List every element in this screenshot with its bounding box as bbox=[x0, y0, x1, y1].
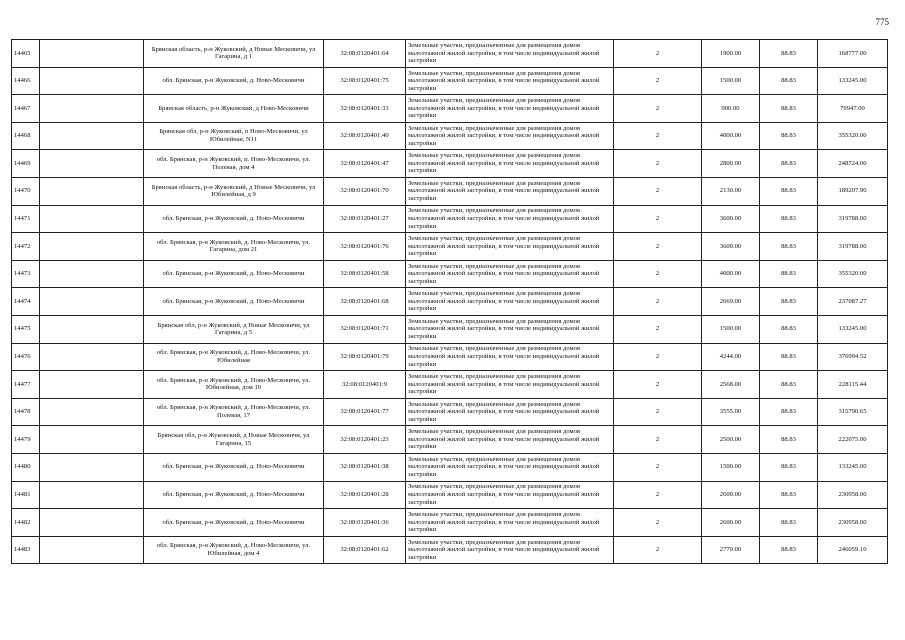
cadastral-value-cell: 248724.00 bbox=[818, 150, 888, 178]
group-code-cell: 2 bbox=[614, 398, 702, 426]
table-row bbox=[12, 67, 888, 95]
land-use-purpose-cell: Земельные участки, предназначенные для размещения домов малоэтажной жилой застройки, в том числе индивидуальной жилой застройки bbox=[406, 453, 614, 481]
cadastral-number-cell: 32:08:0120401:75 bbox=[324, 67, 406, 95]
row-number-cell: 14476 bbox=[12, 343, 40, 371]
cadastral-value-cell: 230958.00 bbox=[818, 509, 888, 537]
group-code-cell: 2 bbox=[614, 177, 702, 205]
land-use-purpose-cell: Земельные участки, предназначенные для размещения домов малоэтажной жилой застройки, в том числе индивидуальной жилой застройки bbox=[406, 40, 614, 68]
group-code-cell: 2 bbox=[614, 371, 702, 399]
row-number-cell: 14470 bbox=[12, 177, 40, 205]
land-use-purpose-cell: Земельные участки, предназначенные для размещения домов малоэтажной жилой застройки, в том числе индивидуальной жилой застройки bbox=[406, 205, 614, 233]
table-row bbox=[12, 398, 888, 426]
area-cell: 4000.00 bbox=[702, 122, 760, 150]
address-cell: Брянская область, р-н Жуковский, д Новые Месковичи, ул Гагарина, д 1 bbox=[144, 40, 324, 68]
land-use-purpose-cell: Земельные участки, предназначенные для размещения домов малоэтажной жилой застройки, в том числе индивидуальной жилой застройки bbox=[406, 536, 614, 564]
land-use-purpose-cell: Земельные участки, предназначенные для размещения домов малоэтажной жилой застройки, в том числе индивидуальной жилой застройки bbox=[406, 233, 614, 261]
cadastral-value-cell: 189207.90 bbox=[818, 177, 888, 205]
group-code-cell: 2 bbox=[614, 67, 702, 95]
specific-value-cell: 88.83 bbox=[760, 371, 818, 399]
specific-value-cell: 88.83 bbox=[760, 150, 818, 178]
group-code-cell: 2 bbox=[614, 260, 702, 288]
cadastral-value-cell: 319788.00 bbox=[818, 205, 888, 233]
cadastral-number-cell: 32:08:0120401:77 bbox=[324, 398, 406, 426]
row-number-cell: 14477 bbox=[12, 371, 40, 399]
area-cell: 4244.00 bbox=[702, 343, 760, 371]
cadastral-value-cell: 228115.44 bbox=[818, 371, 888, 399]
address-cell: обл. Брянская, р-н Жуковский, д. Ново-Месковичи, ул. Гагарина, дом 21 bbox=[144, 233, 324, 261]
land-use-purpose-cell: Земельные участки, предназначенные для размещения домов малоэтажной жилой застройки, в том числе индивидуальной жилой застройки bbox=[406, 343, 614, 371]
table-row bbox=[12, 177, 888, 205]
table-row bbox=[12, 122, 888, 150]
specific-value-cell: 88.83 bbox=[760, 67, 818, 95]
address-cell: обл. Брянская, р-н Жуковский, д. Ново-Месковичи, ул. Юбилейная bbox=[144, 343, 324, 371]
group-code-cell: 2 bbox=[614, 509, 702, 537]
area-cell: 4000.00 bbox=[702, 260, 760, 288]
specific-value-cell: 88.83 bbox=[760, 536, 818, 564]
table-row bbox=[12, 205, 888, 233]
area-cell: 2770.00 bbox=[702, 536, 760, 564]
specific-value-cell: 88.83 bbox=[760, 315, 818, 343]
land-use-purpose-cell: Земельные участки, предназначенные для размещения домов малоэтажной жилой застройки, в том числе индивидуальной жилой застройки bbox=[406, 288, 614, 316]
spacer-cell bbox=[40, 371, 144, 399]
cadastral-number-cell: 32:08:0120401:38 bbox=[324, 453, 406, 481]
cadastral-value-cell: 230958.00 bbox=[818, 481, 888, 509]
group-code-cell: 2 bbox=[614, 150, 702, 178]
spacer-cell bbox=[40, 343, 144, 371]
table-row bbox=[12, 315, 888, 343]
group-code-cell: 2 bbox=[614, 40, 702, 68]
group-code-cell: 2 bbox=[614, 288, 702, 316]
cadastral-number-cell: 32:08:0120401:28 bbox=[324, 481, 406, 509]
cadastral-number-cell: 32:08:0120401:58 bbox=[324, 260, 406, 288]
group-code-cell: 2 bbox=[614, 95, 702, 123]
group-code-cell: 2 bbox=[614, 536, 702, 564]
specific-value-cell: 88.83 bbox=[760, 426, 818, 454]
cadastral-number-cell: 32:08:0120401:76 bbox=[324, 233, 406, 261]
row-number-cell: 14468 bbox=[12, 122, 40, 150]
address-cell: Брянская область, р-н Жуковский, д Ново-Месковичи bbox=[144, 95, 324, 123]
group-code-cell: 2 bbox=[614, 205, 702, 233]
spacer-cell bbox=[40, 40, 144, 68]
address-cell: обл. Брянская, р-н Жуковский, д. Ново-Месковичи bbox=[144, 288, 324, 316]
specific-value-cell: 88.83 bbox=[760, 95, 818, 123]
address-cell: обл. Брянская, р-н Жуковский, п. Ново-Месковичи, ул. Полевая, дом 4 bbox=[144, 150, 324, 178]
table-body bbox=[12, 40, 888, 564]
specific-value-cell: 88.83 bbox=[760, 453, 818, 481]
spacer-cell bbox=[40, 95, 144, 123]
area-cell: 2500.00 bbox=[702, 426, 760, 454]
cadastral-value-cell: 133245.00 bbox=[818, 453, 888, 481]
specific-value-cell: 88.83 bbox=[760, 260, 818, 288]
spacer-cell bbox=[40, 536, 144, 564]
area-cell: 3600.00 bbox=[702, 205, 760, 233]
table-row bbox=[12, 260, 888, 288]
area-cell: 1500.00 bbox=[702, 67, 760, 95]
table-row bbox=[12, 481, 888, 509]
spacer-cell bbox=[40, 67, 144, 95]
address-cell: обл. Брянская, р-н Жуковский, д. Ново-Месковичи bbox=[144, 67, 324, 95]
area-cell: 1500.00 bbox=[702, 453, 760, 481]
specific-value-cell: 88.83 bbox=[760, 177, 818, 205]
area-cell: 1900.00 bbox=[702, 40, 760, 68]
cadastral-value-cell: 79947.00 bbox=[818, 95, 888, 123]
table-row bbox=[12, 426, 888, 454]
table-row bbox=[12, 95, 888, 123]
cadastral-value-cell: 355320.00 bbox=[818, 122, 888, 150]
spacer-cell bbox=[40, 426, 144, 454]
row-number-cell: 14473 bbox=[12, 260, 40, 288]
area-cell: 1500.00 bbox=[702, 315, 760, 343]
land-use-purpose-cell: Земельные участки, предназначенные для размещения домов малоэтажной жилой застройки, в том числе индивидуальной жилой застройки bbox=[406, 122, 614, 150]
land-use-purpose-cell: Земельные участки, предназначенные для размещения домов малоэтажной жилой застройки, в том числе индивидуальной жилой застройки bbox=[406, 315, 614, 343]
cadastral-value-cell: 319788.00 bbox=[818, 233, 888, 261]
land-use-purpose-cell: Земельные участки, предназначенные для размещения домов малоэтажной жилой застройки, в том числе индивидуальной жилой застройки bbox=[406, 177, 614, 205]
cadastral-number-cell: 32:08:0120401:33 bbox=[324, 95, 406, 123]
address-cell: обл. Брянская, р-н Жуковский, д. Ново-Месковичи bbox=[144, 509, 324, 537]
table-row bbox=[12, 509, 888, 537]
cadastral-number-cell: 32:08:0120401:23 bbox=[324, 426, 406, 454]
row-number-cell: 14479 bbox=[12, 426, 40, 454]
spacer-cell bbox=[40, 233, 144, 261]
specific-value-cell: 88.83 bbox=[760, 288, 818, 316]
table-row bbox=[12, 233, 888, 261]
specific-value-cell: 88.83 bbox=[760, 509, 818, 537]
table-row bbox=[12, 288, 888, 316]
cadastral-value-cell: 246059.10 bbox=[818, 536, 888, 564]
land-use-purpose-cell: Земельные участки, предназначенные для размещения домов малоэтажной жилой застройки, в том числе индивидуальной жилой застройки bbox=[406, 260, 614, 288]
page-number: 775 bbox=[875, 17, 889, 27]
address-cell: Брянская область, р-н Жуковский, д Новые Месковичи, ул Юбилейная, д 9 bbox=[144, 177, 324, 205]
row-number-cell: 14469 bbox=[12, 150, 40, 178]
cadastral-number-cell: 32:08:0120401:36 bbox=[324, 509, 406, 537]
group-code-cell: 2 bbox=[614, 481, 702, 509]
spacer-cell bbox=[40, 150, 144, 178]
area-cell: 900.00 bbox=[702, 95, 760, 123]
row-number-cell: 14475 bbox=[12, 315, 40, 343]
cadastral-value-cell: 376994.52 bbox=[818, 343, 888, 371]
land-use-purpose-cell: Земельные участки, предназначенные для размещения домов малоэтажной жилой застройки, в том числе индивидуальной жилой застройки bbox=[406, 481, 614, 509]
cadastral-value-cell: 315790.65 bbox=[818, 398, 888, 426]
group-code-cell: 2 bbox=[614, 315, 702, 343]
cadastral-number-cell: 32:08:0120401:62 bbox=[324, 536, 406, 564]
table-row bbox=[12, 150, 888, 178]
specific-value-cell: 88.83 bbox=[760, 205, 818, 233]
table-row bbox=[12, 343, 888, 371]
cadastral-number-cell: 32:08:0120401:71 bbox=[324, 315, 406, 343]
row-number-cell: 14482 bbox=[12, 509, 40, 537]
spacer-cell bbox=[40, 398, 144, 426]
spacer-cell bbox=[40, 122, 144, 150]
specific-value-cell: 88.83 bbox=[760, 481, 818, 509]
group-code-cell: 2 bbox=[614, 343, 702, 371]
area-cell: 2669.00 bbox=[702, 288, 760, 316]
land-use-purpose-cell: Земельные участки, предназначенные для размещения домов малоэтажной жилой застройки, в том числе индивидуальной жилой застройки bbox=[406, 398, 614, 426]
land-use-purpose-cell: Земельные участки, предназначенные для размещения домов малоэтажной жилой застройки, в том числе индивидуальной жилой застройки bbox=[406, 95, 614, 123]
row-number-cell: 14481 bbox=[12, 481, 40, 509]
cadastral-value-cell: 133245.00 bbox=[818, 315, 888, 343]
cadastral-value-cell: 222075.00 bbox=[818, 426, 888, 454]
table-row bbox=[12, 453, 888, 481]
cadastral-number-cell: 32:08:0120401:64 bbox=[324, 40, 406, 68]
spacer-cell bbox=[40, 288, 144, 316]
row-number-cell: 14483 bbox=[12, 536, 40, 564]
row-number-cell: 14465 bbox=[12, 40, 40, 68]
cadastral-number-cell: 32:08:0120401:79 bbox=[324, 343, 406, 371]
row-number-cell: 14467 bbox=[12, 95, 40, 123]
area-cell: 3555.00 bbox=[702, 398, 760, 426]
spacer-cell bbox=[40, 177, 144, 205]
area-cell: 2600.00 bbox=[702, 509, 760, 537]
spacer-cell bbox=[40, 205, 144, 233]
address-cell: обл. Брянская, р-н Жуковский, д. Ново-Месковичи, ул. Юбилейная, дом 10 bbox=[144, 371, 324, 399]
specific-value-cell: 88.83 bbox=[760, 343, 818, 371]
row-number-cell: 14474 bbox=[12, 288, 40, 316]
group-code-cell: 2 bbox=[614, 453, 702, 481]
row-number-cell: 14466 bbox=[12, 67, 40, 95]
specific-value-cell: 88.83 bbox=[760, 233, 818, 261]
table-row bbox=[12, 40, 888, 68]
land-use-purpose-cell: Земельные участки, предназначенные для размещения домов малоэтажной жилой застройки, в том числе индивидуальной жилой застройки bbox=[406, 509, 614, 537]
address-cell: обл. Брянская, р-н Жуковский, д. Ново-Месковичи, ул. Полевая, 17 bbox=[144, 398, 324, 426]
cadastral-number-cell: 32:08:0120401:47 bbox=[324, 150, 406, 178]
address-cell: обл. Брянская, р-н Жуковский, д. Ново-Месковичи, ул. Юбилейная, дом 4 bbox=[144, 536, 324, 564]
area-cell: 3600.00 bbox=[702, 233, 760, 261]
land-use-purpose-cell: Земельные участки, предназначенные для размещения домов малоэтажной жилой застройки, в том числе индивидуальной жилой застройки bbox=[406, 371, 614, 399]
cadastral-value-cell: 355320.00 bbox=[818, 260, 888, 288]
area-cell: 2800.00 bbox=[702, 150, 760, 178]
address-cell: Брянская обл, р-н Жуковский, д Новые Месковичи, ул Гагарина, д 5 bbox=[144, 315, 324, 343]
row-number-cell: 14472 bbox=[12, 233, 40, 261]
cadastral-number-cell: 32:08:0120401:27 bbox=[324, 205, 406, 233]
address-cell: обл. Брянская, р-н Жуковский, д. Ново-Месковичи bbox=[144, 260, 324, 288]
group-code-cell: 2 bbox=[614, 122, 702, 150]
address-cell: Брянская обл, р-н Жуковский, п Ново-Месковичи, ул Юбилейная, N11 bbox=[144, 122, 324, 150]
row-number-cell: 14478 bbox=[12, 398, 40, 426]
spacer-cell bbox=[40, 260, 144, 288]
cadastral-value-cell: 237087.27 bbox=[818, 288, 888, 316]
cadastral-number-cell: 32:08:0120401:40 bbox=[324, 122, 406, 150]
cadastral-number-cell: 32:08:0120401:68 bbox=[324, 288, 406, 316]
table-row bbox=[12, 536, 888, 564]
row-number-cell: 14471 bbox=[12, 205, 40, 233]
area-cell: 2600.00 bbox=[702, 481, 760, 509]
address-cell: обл. Брянская, р-н Жуковский, д. Ново-Месковичи bbox=[144, 481, 324, 509]
cadastral-number-cell: 32:08:0120401:9 bbox=[324, 371, 406, 399]
land-use-purpose-cell: Земельные участки, предназначенные для размещения домов малоэтажной жилой застройки, в том числе индивидуальной жилой застройки bbox=[406, 150, 614, 178]
row-number-cell: 14480 bbox=[12, 453, 40, 481]
group-code-cell: 2 bbox=[614, 233, 702, 261]
specific-value-cell: 88.83 bbox=[760, 122, 818, 150]
area-cell: 2130.00 bbox=[702, 177, 760, 205]
area-cell: 2568.00 bbox=[702, 371, 760, 399]
cadastral-value-cell: 133245.00 bbox=[818, 67, 888, 95]
cadastral-value-table bbox=[11, 39, 888, 564]
spacer-cell bbox=[40, 453, 144, 481]
specific-value-cell: 88.83 bbox=[760, 398, 818, 426]
group-code-cell: 2 bbox=[614, 426, 702, 454]
land-use-purpose-cell: Земельные участки, предназначенные для размещения домов малоэтажной жилой застройки, в том числе индивидуальной жилой застройки bbox=[406, 67, 614, 95]
address-cell: обл. Брянская, р-н Жуковский, д. Ново-Месковичи bbox=[144, 205, 324, 233]
address-cell: обл. Брянская, р-н Жуковский, д. Ново-Месковичи bbox=[144, 453, 324, 481]
table-row bbox=[12, 371, 888, 399]
specific-value-cell: 88.83 bbox=[760, 40, 818, 68]
spacer-cell bbox=[40, 509, 144, 537]
address-cell: Брянская обл, р-н Жуковский, д Новые Месковичи, ул Гагарина, 15 bbox=[144, 426, 324, 454]
spacer-cell bbox=[40, 315, 144, 343]
cadastral-value-cell: 168777.00 bbox=[818, 40, 888, 68]
spacer-cell bbox=[40, 481, 144, 509]
cadastral-number-cell: 32:08:0120401:70 bbox=[324, 177, 406, 205]
land-use-purpose-cell: Земельные участки, предназначенные для размещения домов малоэтажной жилой застройки, в том числе индивидуальной жилой застройки bbox=[406, 426, 614, 454]
